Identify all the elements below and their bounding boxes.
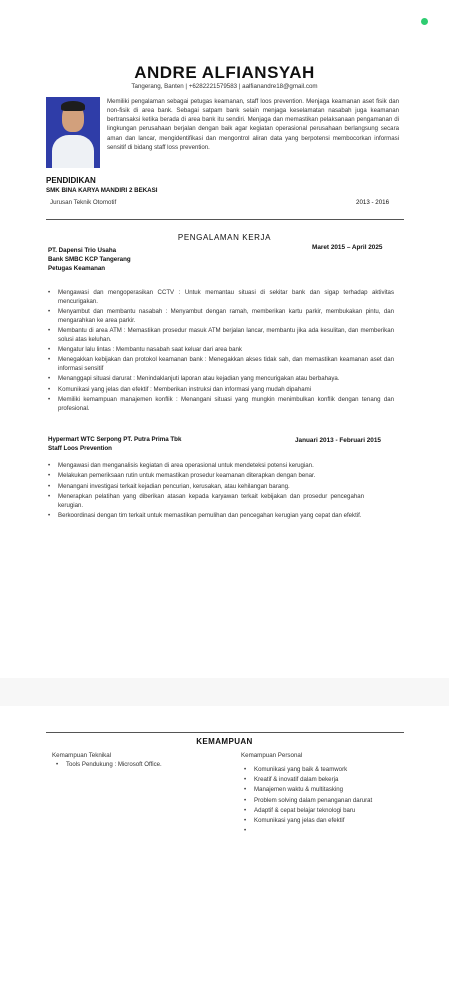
page-gap [0, 678, 449, 706]
skills-divider [46, 732, 404, 733]
job-2-date: Januari 2013 - Februari 2015 [295, 437, 381, 444]
section-divider [46, 219, 404, 220]
profile-summary: Memiliki pengalaman sebagai petugas keamanan, staff loos prevention. Menjaga keamanan aset fisik dan non-fisik di area bank. Sebagai satpam bank selain menjaga keselamatan nasabah juga keamanan bertransaksi ketika berada di area bank itu sendiri. Menjaga dan memastikan pelaksanaan pengamanan di lingkungan perusahaan berjalan dengan baik agar kegiatan operasional perusahaan berlangsung secara aman dan lancar, mengidentifikasi dan mengontrol aliran data yang berpotensi membocorkan informasi sensitif di bidang staff loss prevention. [107, 98, 399, 151]
job-1-role: Petugas Keamanan [48, 265, 106, 272]
job-1-duties [48, 289, 394, 415]
status-dot-icon [421, 18, 428, 25]
contact-line: Tangerang, Banten | +6282221579583 | aalfianandre18@gmail.com [131, 83, 318, 90]
job-1-date: Maret 2015 – April 2025 [312, 244, 383, 251]
education-years: 2013 - 2016 [356, 199, 390, 206]
education-school: SMK BINA KARYA MANDIRI 2 BEKASI [46, 187, 158, 194]
list-item: • Komunikasi yang jelas dan efektif [244, 816, 345, 824]
list-item: • Menyambut dan membantu nasabah : Menyambut dengan ramah, memberikan kartu parkir, membukakan pintu, dan mengarahkan ke area parkir. [48, 307, 394, 324]
list-item: • Mengatur lalu lintas : Membantu nasabah saat keluar dari area bank [48, 345, 242, 353]
education-major: Jurusan Teknik Otomotif [50, 199, 117, 206]
list-item: • Menegakkan kebijakan dan protokol keamanan bank : Menegakkan akses tidak sah, dan memastikan keamanan aset dan informasi sensitif [48, 356, 394, 372]
technical-skills-list [56, 761, 226, 771]
personal-skills-list: • Komunikasi yang baik & teamwork • Kreatif & inovatif dalam bekerja • Manajemen waktu & multitasking • Problem solving dalam penanganan darurat • Adaptif & cepat belajar teknologi baru • Komunikasi yang jelas dan efektif • [244, 766, 373, 835]
technical-skills-heading: Kemampuan Teknikal [52, 752, 112, 759]
list-item: • Menerapkan pelatihan yang diberikan atasan kepada karyawan terkait kebijakan dan prosedur pencegahan kerugian. [48, 493, 364, 509]
profile-photo [46, 97, 100, 168]
education-heading: PENDIDIKAN [46, 176, 96, 185]
list-item: • Tools Pendukung : Microsoft Office. [56, 761, 162, 768]
skills-heading: KEMAMPUAN [196, 737, 253, 746]
resume-page-2 [0, 706, 449, 1000]
list-item: • Mengawasi dan mengoperasikan CCTV : Untuk memantau situasi di sekitar bank dan sigap terhadap aktivitas mencurigakan. [48, 289, 394, 305]
list-item: • Komunikasi yang jelas dan efektif : Memberikan instruksi dan informasi yang mudah dipahami [48, 385, 312, 393]
list-item: • Adaptif & cepat belajar teknologi baru [244, 806, 356, 814]
list-item: • Mengawasi dan menganalisis kegiatan di area operasional untuk mendeteksi potensi kerugian. [48, 462, 314, 469]
list-item: • Problem solving dalam penanganan darurat [244, 796, 373, 804]
candidate-name: ANDRE ALFIANSYAH [134, 63, 315, 82]
job-2-duties [48, 462, 364, 523]
list-item: • Memiliki kemampuan manajemen konflik : Menangani situasi yang mungkin menimbulkan konflik dengan tenang dan profesional. [48, 396, 394, 412]
experience-heading: PENGALAMAN KERJA [177, 233, 272, 242]
job-2-company: Hypermart WTC Serpong PT. Putra Prima Tbk [48, 436, 182, 443]
job-1-branch: Bank SMBC KCP Tangerang [48, 256, 131, 263]
list-item: • Manajemen waktu & multitasking [244, 786, 344, 794]
list-item: • Melakukan pemeriksaan rutin untuk memastikan prosedur keamanan diterapkan dengan benar. [48, 472, 316, 480]
job-1-header [48, 246, 131, 273]
list-item: • Komunikasi yang baik & teamwork [244, 766, 348, 773]
job-1-company: PT. Dapensi Trio Usaha [48, 247, 117, 254]
list-item: • Membantu di area ATM : Memastikan prosedur masuk ATM berjalan lancar, membantu jika ada kesulitan, dan memberikan solusi atas keluhan. [48, 326, 394, 343]
list-item: • Menangani investigasi terkait kejadian pencurian, kerusakan, atau kehilangan barang. [48, 482, 290, 490]
list-item: • Kreatif & inovatif dalam bekerja [244, 776, 339, 784]
list-item: • Berkoordinasi dengan tim terkait untuk memastikan pemulihan dan pencegahan kerugian yang cepat dan efektif. [48, 512, 362, 520]
list-item: • Menanggapi situasi darurat : Menindaklanjuti laporan atau kejadian yang mencurigakan atau berbahaya. [48, 375, 340, 383]
job-2-header [48, 435, 181, 453]
personal-skills-heading: Kemampuan Personal [241, 752, 303, 759]
job-2-role: Staff Loos Prevention [48, 445, 112, 452]
